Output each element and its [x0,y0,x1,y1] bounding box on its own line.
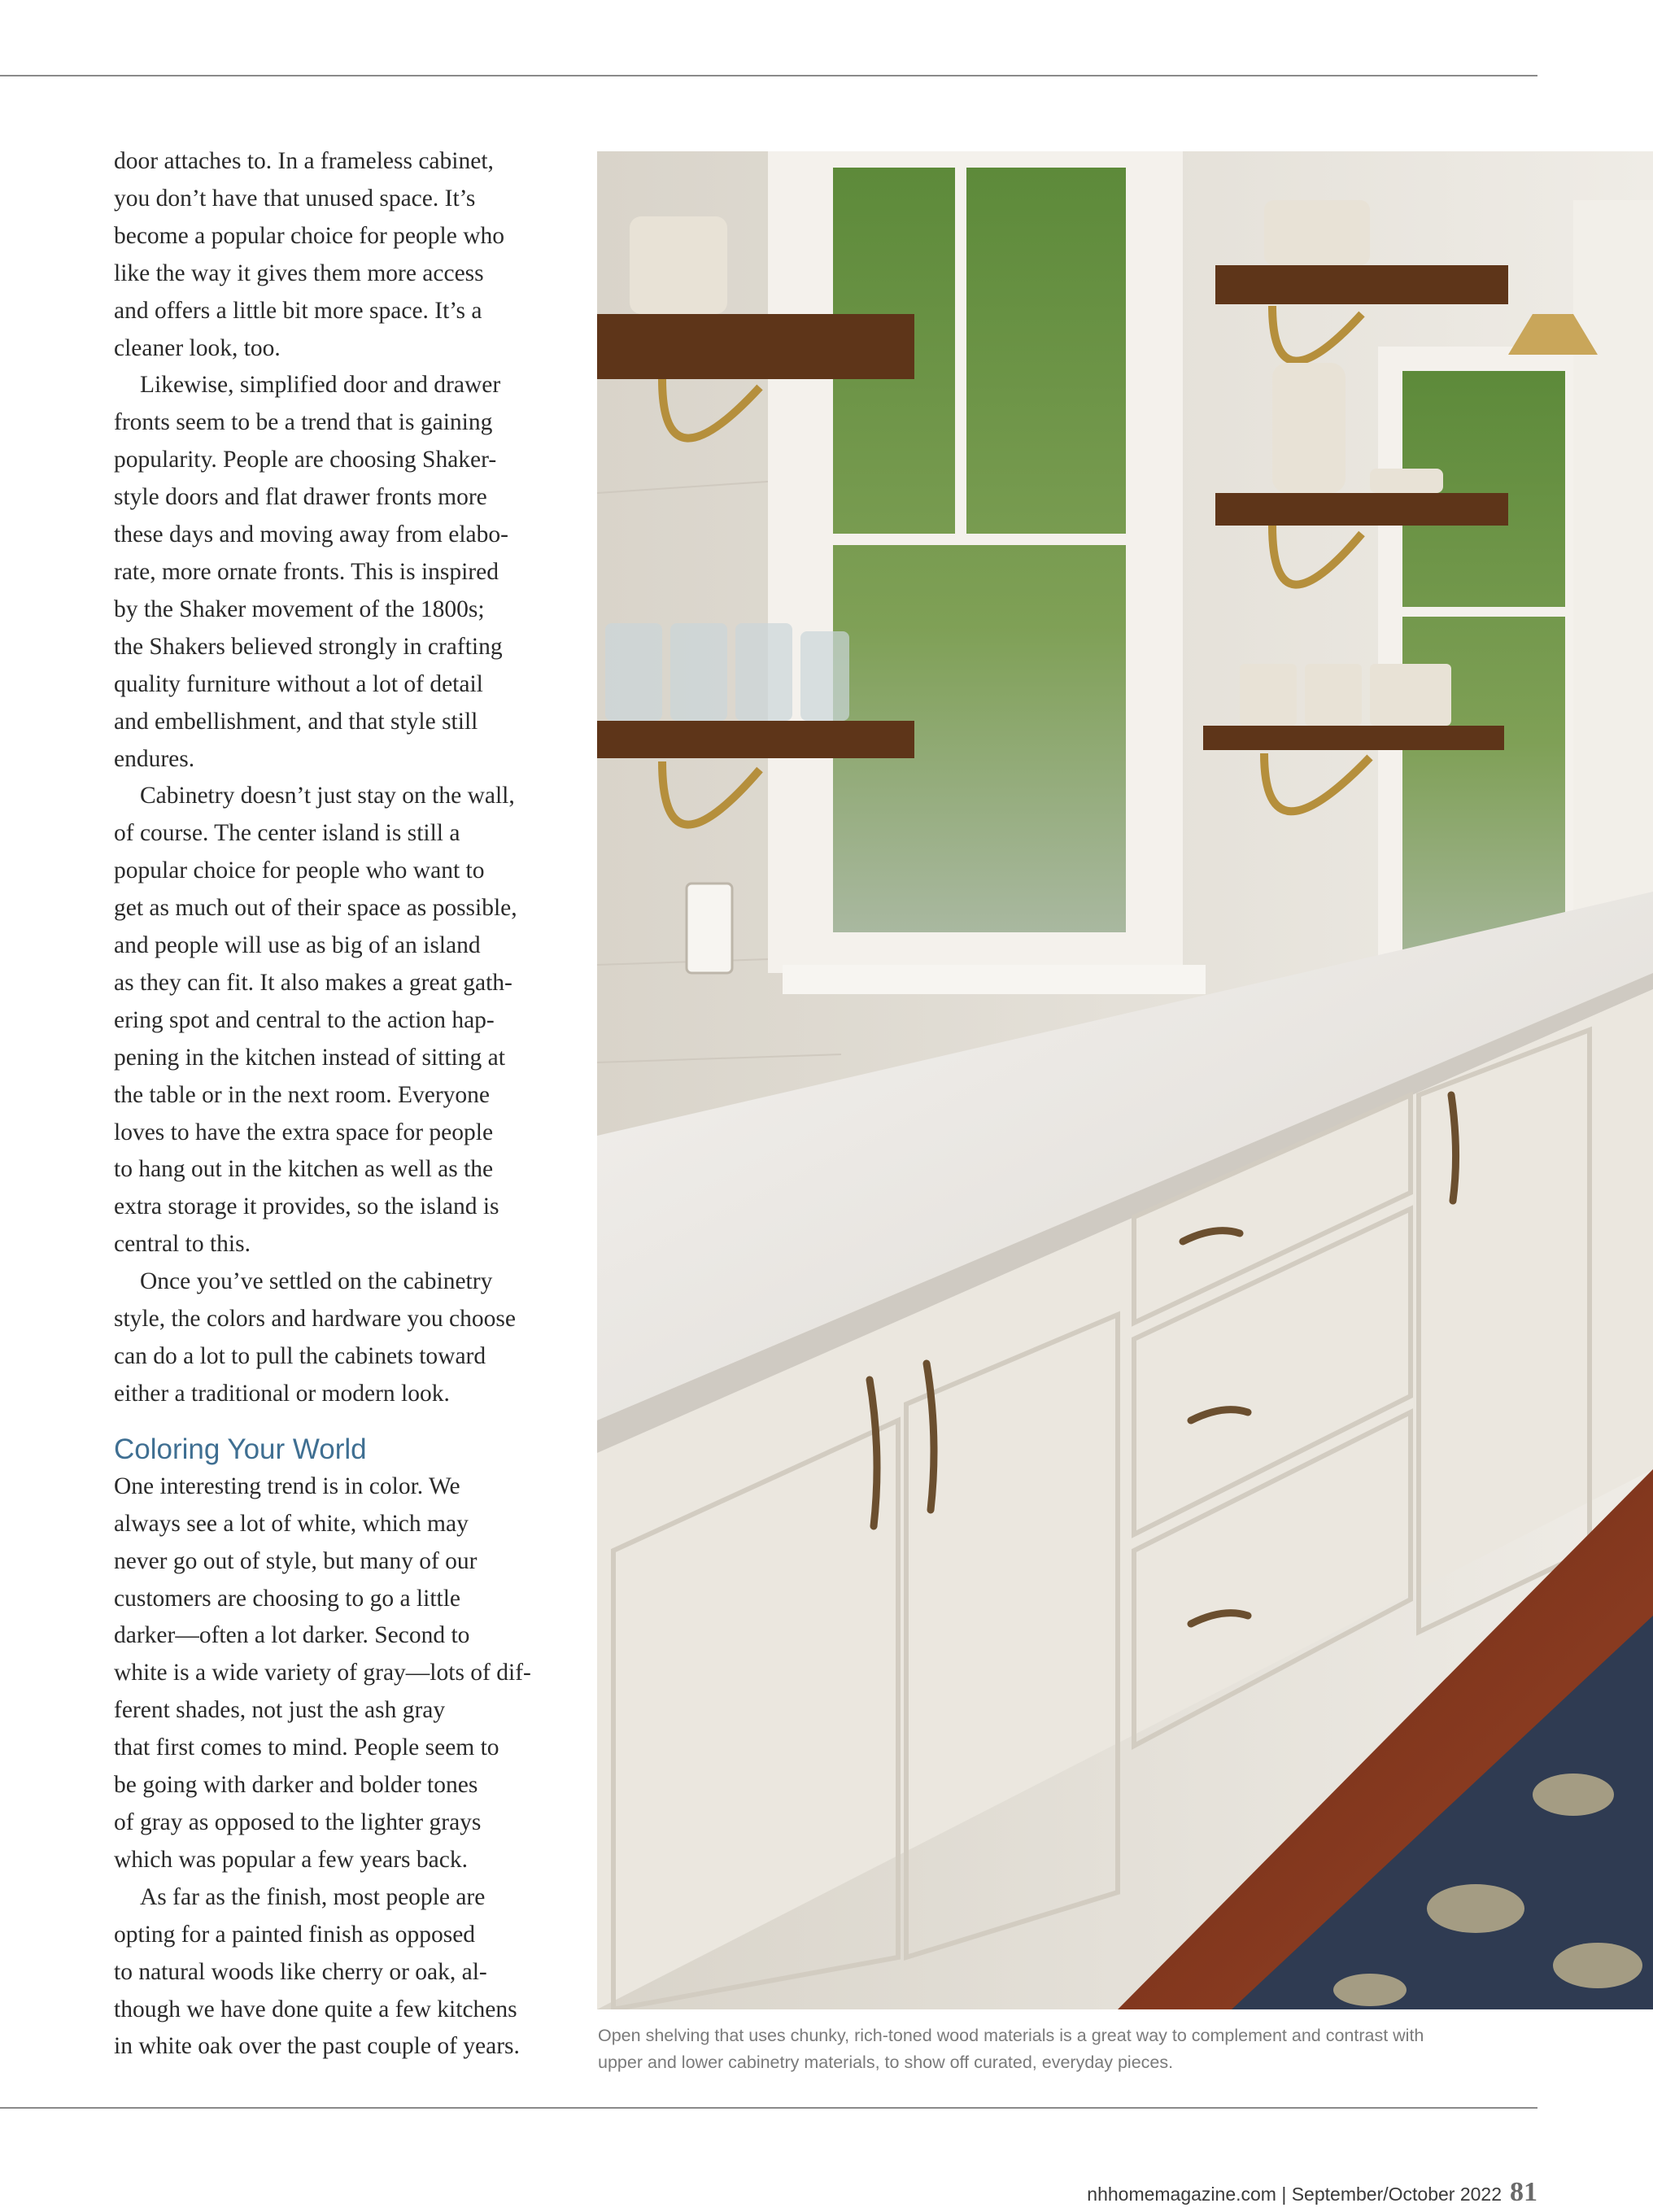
body-text-line: cleaner look, too. [114,334,281,361]
body-text-line: popular choice for people who want to [114,857,485,884]
bottom-rule [0,2107,1537,2109]
body-text-line: endures. [114,745,195,772]
body-text-line: central to this. [114,1231,251,1258]
body-text-line: the table or in the next room. Everyone [114,1081,491,1108]
top-rule [0,75,1537,76]
body-text-line: customers are choosing to go a little [114,1585,461,1612]
caption-line: Open shelving that uses chunky, rich-toned wood materials is a great way to complement and contrast with [598,2026,1424,2045]
article-body-part-2 [114,1468,586,2066]
body-text-line: darker—often a lot darker. Second to [114,1622,470,1649]
body-text-line: become a popular choice for people who [114,222,504,249]
body-text-line: pening in the kitchen instead of sitting at [114,1044,505,1071]
body-text-line: white is a wide variety of gray—lots of dif- [114,1660,531,1686]
body-text-line: of gray as opposed to the lighter grays [114,1808,482,1835]
body-text-line: get as much out of their space as possible, [114,895,517,922]
kitchen-photo [597,151,1653,2009]
footer-site-date: nhhomemagazine.com | September/October 2022 [1087,2184,1502,2205]
body-text-line: in white oak over the past couple of years. [114,2033,520,2060]
body-text-line: Cabinetry doesn’t just stay on the wall, [140,783,515,809]
body-text-line: Likewise, simplified door and drawer [140,372,501,399]
body-text-line: these days and moving away from elabo- [114,521,508,548]
page-number: 81 [1510,2177,1537,2207]
body-text-line: to natural woods like cherry or oak, al- [114,1958,487,1985]
article-body-part-1 [114,143,586,1413]
body-text-line: can do a lot to pull the cabinets toward [114,1343,486,1369]
body-text-line: to hang out in the kitchen as well as the [114,1156,494,1183]
body-text-line: style, the colors and hardware you choose [114,1306,516,1333]
body-text-line: ferent shades, not just the ash gray [114,1697,446,1724]
body-text-line: Once you’ve settled on the cabinetry [140,1268,493,1295]
body-text-line: fronts seem to be a trend that is gaining [114,409,493,436]
body-text-line: ering spot and central to the action hap- [114,1006,495,1033]
body-text-line: which was popular a few years back. [114,1846,468,1873]
caption-line: upper and lower cabinetry materials, to show off curated, everyday pieces. [598,2053,1174,2072]
body-text-line: and embellishment, and that style still [114,708,478,735]
body-text-line: by the Shaker movement of the 1800s; [114,596,485,622]
body-text-line: though we have done quite a few kitchens [114,1996,517,2022]
body-text-line: loves to have the extra space for people [114,1119,494,1145]
body-text-line: that first comes to mind. People seem to [114,1734,499,1761]
body-text-line: be going with darker and bolder tones [114,1772,478,1799]
page-footer [1087,2177,1537,2208]
body-text-line: and people will use as big of an island [114,932,481,959]
body-text-line: and offers a little bit more space. It’s a [114,297,482,324]
body-text-line: opting for a painted finish as opposed [114,1921,476,1948]
body-text-line: As far as the finish, most people are [140,1883,486,1910]
body-text-line: as they can fit. It also makes a great gath- [114,969,512,996]
body-text-line: you don’t have that unused space. It’s [114,185,476,212]
body-text-line: rate, more ornate fronts. This is inspired [114,558,499,585]
body-text-line: door attaches to. In a frameless cabinet, [114,148,494,174]
body-text-line: popularity. People are choosing Shaker- [114,447,497,473]
body-text-line: like the way it gives them more access [114,260,484,286]
section-heading: Coloring Your World [114,1433,367,1465]
photo-caption [598,2022,1533,2076]
body-text-line: never go out of style, but many of our [114,1547,478,1574]
article-column [114,143,586,2066]
body-text-line: extra storage it provides, so the island is [114,1193,499,1220]
body-text-line: always see a lot of white, which may [114,1510,469,1537]
body-text-line: style doors and flat drawer fronts more [114,484,487,511]
body-text-line: quality furniture without a lot of detail [114,670,483,697]
body-text-line: the Shakers believed strongly in crafting [114,633,503,660]
body-text-line: either a traditional or modern look. [114,1380,450,1407]
body-text-line: of course. The center island is still a [114,820,460,847]
body-text-line: One interesting trend is in color. We [114,1472,460,1499]
